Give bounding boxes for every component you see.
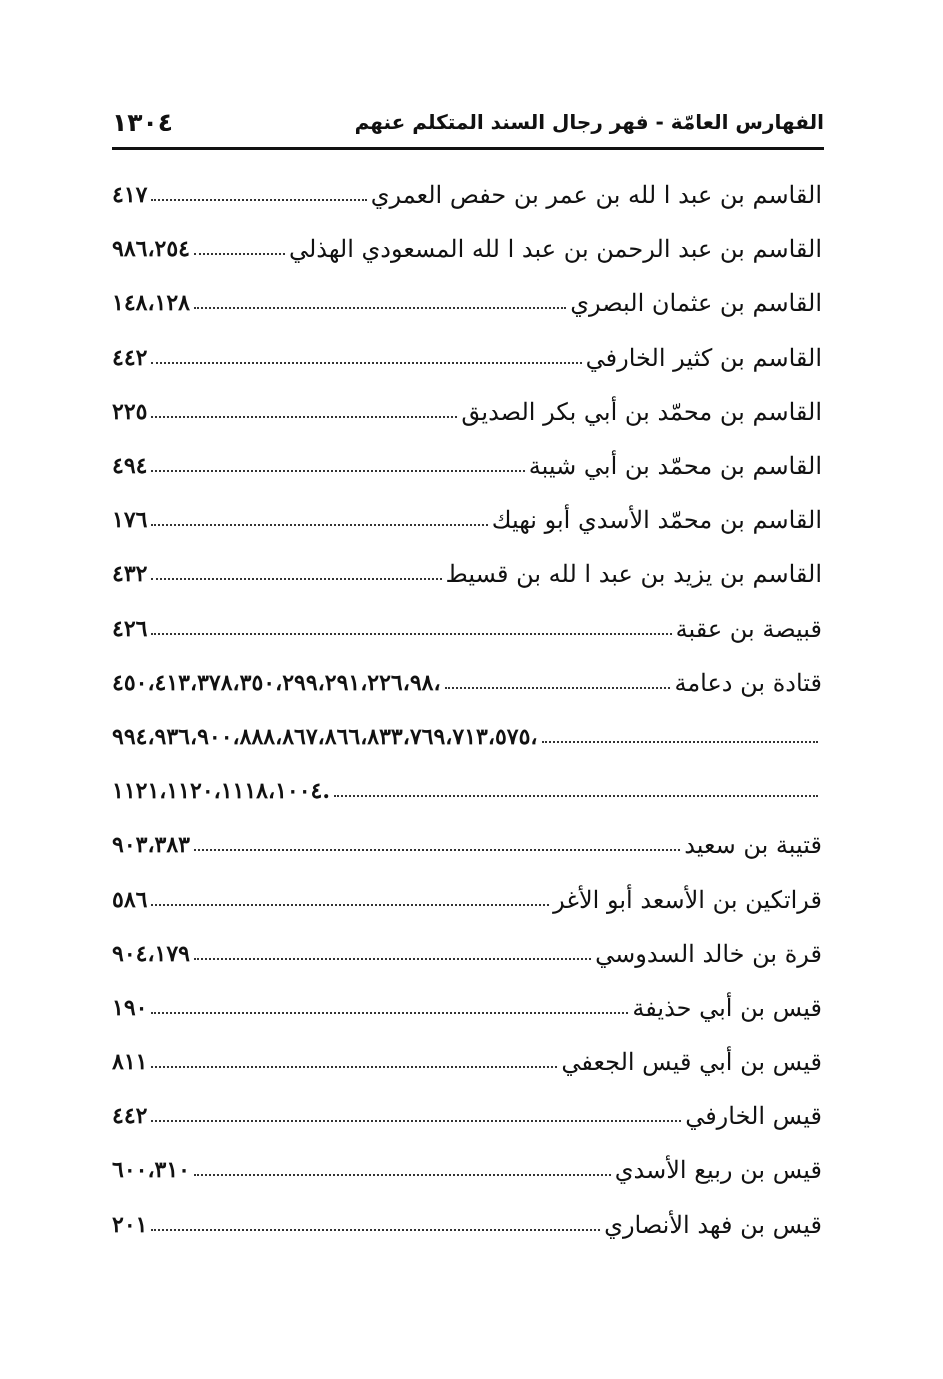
entry-name: القاسم بن عبد الرحمن بن عبد ا لله المسعودي الهذلي — [288, 235, 822, 264]
entry-name: القاسم بن يزيد بن عبد ا لله بن قسيط — [445, 560, 822, 589]
entry-name: القاسم بن عثمان البصري — [570, 289, 822, 318]
leader-dots — [151, 633, 671, 635]
entry-pages: ١٩٠ — [112, 994, 148, 1021]
leader-dots — [151, 199, 366, 201]
leader-dots — [151, 578, 441, 580]
entry-pages: ٨١١ — [112, 1049, 148, 1076]
index-entry — [112, 818, 822, 872]
index-entry — [112, 493, 822, 547]
page-number: ١٣٠٤ — [112, 108, 174, 137]
entry-name: قتيبة بن سعيد — [684, 831, 822, 860]
leader-dots — [334, 795, 818, 797]
leader-dots — [194, 307, 566, 309]
leader-dots — [151, 470, 524, 472]
entry-pages: ٤٥٠،٤١٣،٣٧٨،٣٥٠،٢٩٩،٢٩١،٢٢٦،٩٨، — [112, 669, 441, 696]
leader-dots — [194, 1174, 611, 1176]
leader-dots — [194, 253, 285, 255]
index-entries — [112, 168, 822, 1252]
entry-name: قيس بن أبي حذيفة — [632, 993, 822, 1022]
running-header — [112, 108, 824, 148]
leader-dots — [151, 1120, 681, 1122]
entry-pages: ٤٢٦ — [112, 615, 148, 642]
index-entry-continuation — [112, 710, 822, 764]
entry-name: القاسم بن محمّد بن أبي شيبة — [528, 452, 822, 481]
entry-name: قبيصة بن عقبة — [675, 614, 822, 643]
entry-name: قرة بن خالد السدوسي — [595, 939, 822, 968]
index-entry — [112, 656, 822, 710]
entry-name: قيس بن أبي قيس الجعفي — [561, 1048, 822, 1077]
leader-dots — [151, 1066, 557, 1068]
leader-dots — [194, 849, 680, 851]
leader-dots — [151, 904, 549, 906]
index-entry — [112, 981, 822, 1035]
index-entry — [112, 331, 822, 385]
index-entry — [112, 547, 822, 601]
entry-pages: ١٧٦ — [112, 507, 148, 534]
leader-dots — [151, 1229, 600, 1231]
index-entry — [112, 385, 822, 439]
entry-name: القاسم بن كثير الخارفي — [585, 343, 822, 372]
header-rule — [112, 147, 824, 150]
entry-name: القاسم بن محمّد بن أبي بكر الصديق — [461, 397, 822, 426]
entry-pages: ٩٨٦،٢٥٤ — [112, 236, 190, 263]
index-entry-continuation — [112, 764, 822, 818]
entry-pages: ٥٨٦ — [112, 886, 148, 913]
entry-pages: ٩٩٤،٩٣٦،٩٠٠،٨٨٨،٨٦٧،٨٦٦،٨٣٣،٧٦٩،٧١٣،٥٧٥، — [112, 723, 538, 750]
entry-pages: ٤٣٢ — [112, 561, 148, 588]
entry-pages: ٢٢٥ — [112, 398, 148, 425]
index-entry — [112, 222, 822, 276]
leader-dots — [445, 687, 671, 689]
entry-pages: ٤٤٢ — [112, 1103, 148, 1130]
index-entry — [112, 1035, 822, 1089]
index-entry — [112, 602, 822, 656]
entry-name: قيس بن ربيع الأسدي — [614, 1156, 822, 1185]
entry-name: قيس بن فهد الأنصاري — [604, 1210, 822, 1239]
index-entry — [112, 927, 822, 981]
entry-pages: ٩٠٣،٣٨٣ — [112, 832, 190, 859]
entry-pages: ٤١٧ — [112, 182, 148, 209]
leader-dots — [194, 958, 591, 960]
index-entry — [112, 439, 822, 493]
index-entry — [112, 168, 822, 222]
leader-dots — [151, 362, 581, 364]
entry-pages: ١١٢١،١١٢٠،١١١٨،١٠٠٤. — [112, 778, 331, 805]
entry-name: قراتكين بن الأسعد أبو الأغر — [553, 885, 822, 914]
entry-name: قتادة بن دعامة — [674, 668, 822, 697]
index-entry — [112, 1198, 822, 1252]
index-entry — [112, 1089, 822, 1143]
index-entry — [112, 872, 822, 926]
entry-pages: ٤٩٤ — [112, 453, 148, 480]
entry-name: قيس الخارفي — [685, 1102, 822, 1131]
leader-dots — [151, 416, 457, 418]
entry-pages: ٩٠٤،١٧٩ — [112, 940, 190, 967]
leader-dots — [151, 524, 487, 526]
index-entry — [112, 1143, 822, 1197]
entry-pages: ٢٠١ — [112, 1211, 148, 1238]
entry-pages: ١٤٨،١٢٨ — [112, 290, 190, 317]
entry-pages: ٦٠٠،٣١٠ — [112, 1157, 190, 1184]
entry-pages: ٤٤٢ — [112, 344, 148, 371]
leader-dots — [151, 1012, 628, 1014]
index-entry — [112, 276, 822, 330]
leader-dots — [542, 741, 818, 743]
entry-name: القاسم بن عبد ا لله بن عمر بن حفص العمري — [370, 181, 822, 210]
running-title: الفهارس العامّة - فهر رجال السند المتكلم عنهم — [354, 110, 824, 134]
entry-name: القاسم بن محمّد الأسدي أبو نهيك — [491, 506, 822, 535]
